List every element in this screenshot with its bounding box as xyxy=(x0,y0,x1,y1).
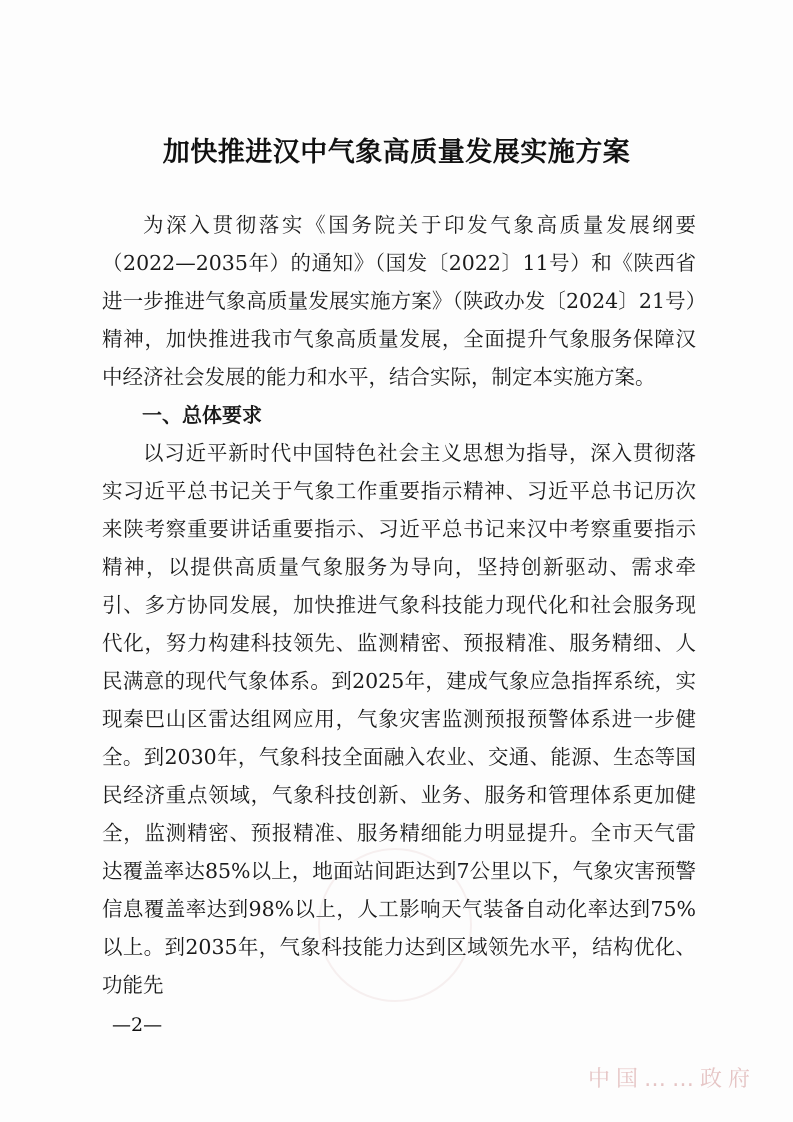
document-body xyxy=(102,206,696,1004)
intro-paragraph: 为深入贯彻落实《国务院关于印发气象高质量发展纲要（2022—2035年）的通知》（国发〔2022〕11号）和《陕西省进一步推进气象高质量发展实施方案》（陕政办发〔2024〕21号）精神，加快推进我市气象高质量发展，全面提升气象服务保障汉中经济社会发展的能力和水平，结合实际，制定本实施方案。 xyxy=(102,213,696,389)
page-number: —2— xyxy=(112,1014,163,1036)
document-title: 加快推进汉中气象高质量发展实施方案 xyxy=(162,137,631,168)
section-heading-general-requirements: 一、总体要求 xyxy=(142,403,262,427)
watermark: 中国……政府 xyxy=(588,1067,757,1092)
general-requirements-paragraph: 以习近平新时代中国特色社会主义思想为指导，深入贯彻落实习近平总书记关于气象工作重要指示精神、习近平总书记历次来陕考察重要讲话重要指示、习近平总书记来汉中考察重要指示精神，以提供高质量气象服务为导向，坚持创新驱动、需求牵引、多方协同发展，加快推进气象科技能力现代化和社会服务现代化，努力构建科技领先、监测精密、预报精准、服务精细、人民满意的现代气象体系。到2025年，建成气象应急指挥系统，实现秦巴山区雷达组网应用，气象灾害监测预报预警体系进一步健全。到2030年，气象科技全面融入农业、交通、能源、生态等国民经济重点领域，气象科技创新、业务、服务和管理体系更加健全，监测精密、预报精准、服务精细能力明显提升。全市天气雷达覆盖率达85%以上，地面站间距达到7公里以下，气象灾害预警信息覆盖率达到98%以上，人工影响天气装备自动化率达到75%以上。到2035年，气象科技能力达到区域领先水平，结构优化、功能先 xyxy=(102,441,696,997)
